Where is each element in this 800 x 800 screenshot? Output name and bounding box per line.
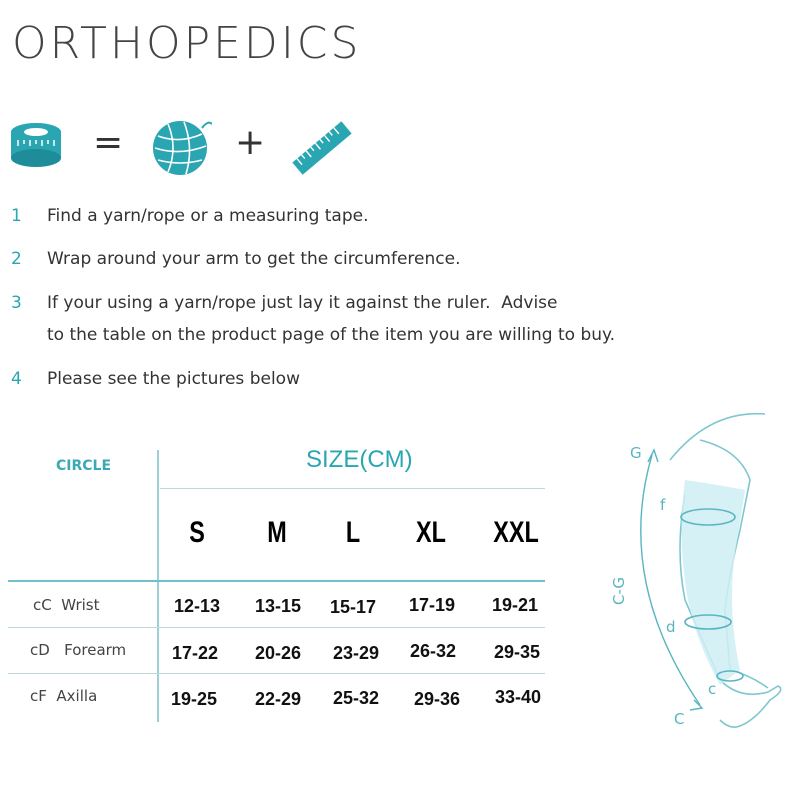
row-label-axilla bbox=[30, 687, 97, 705]
step-text-2: Wrap around your arm to get the circumference. bbox=[47, 249, 461, 269]
size-title: SIZE(CM) bbox=[306, 446, 413, 473]
step-number-4: 4 bbox=[11, 369, 22, 389]
measuring-tape-icon bbox=[8, 116, 64, 172]
table-cell: 15-17 bbox=[329, 597, 377, 617]
label-C: C bbox=[674, 710, 685, 728]
table-cell: 19-21 bbox=[491, 595, 539, 615]
table-row-divider-2 bbox=[8, 673, 545, 674]
step-text-3: If your using a yarn/rope just lay it against the ruler. Advise bbox=[47, 293, 558, 313]
label-c: c bbox=[708, 680, 717, 698]
step-number-3: 3 bbox=[11, 293, 22, 313]
table-cell: 12-13 bbox=[173, 596, 221, 616]
table-cell: 25-32 bbox=[332, 688, 380, 708]
label-f: f bbox=[660, 496, 666, 514]
table-cell: 17-19 bbox=[408, 595, 456, 615]
table-cell: 22-29 bbox=[254, 689, 302, 709]
label-d: d bbox=[666, 618, 676, 636]
yarn-ball-icon bbox=[150, 116, 212, 178]
label-C-G: C-G bbox=[610, 576, 628, 605]
step-text-1: Find a yarn/rope or a measuring tape. bbox=[47, 206, 369, 226]
table-cell: 29-36 bbox=[413, 689, 461, 709]
size-header-xxl: XXL bbox=[493, 516, 539, 549]
row-label-forearm bbox=[30, 641, 126, 659]
step-number-2: 2 bbox=[11, 249, 22, 269]
row-name: Forearm bbox=[64, 641, 127, 659]
table-cell: 19-25 bbox=[170, 689, 218, 709]
table-vertical-divider bbox=[157, 450, 159, 722]
row-name: Axilla bbox=[56, 687, 98, 705]
label-G: G bbox=[630, 444, 642, 462]
table-cell: 29-35 bbox=[493, 642, 541, 662]
table-cell: 33-40 bbox=[494, 687, 542, 707]
table-cell: 20-26 bbox=[254, 643, 302, 663]
row-code: cF bbox=[30, 687, 47, 705]
table-header-divider bbox=[160, 488, 545, 489]
size-header-m: M bbox=[267, 516, 287, 549]
row-name: Wrist bbox=[61, 596, 100, 614]
step-number-1: 1 bbox=[11, 206, 22, 226]
row-code: cC bbox=[33, 596, 52, 614]
size-header-xl: XL bbox=[416, 516, 446, 549]
row-code: cD bbox=[30, 641, 50, 659]
page-title: ORTHOPEDICS bbox=[12, 18, 362, 69]
table-header-bottom-line bbox=[8, 580, 545, 582]
arm-measurement-diagram bbox=[590, 400, 800, 745]
table-cell: 23-29 bbox=[332, 643, 380, 663]
ruler-icon bbox=[290, 118, 354, 178]
equation-row bbox=[0, 112, 400, 182]
row-label-wrist bbox=[33, 596, 99, 614]
size-header-l: L bbox=[345, 516, 361, 549]
circle-column-header: CIRCLE bbox=[56, 458, 112, 474]
table-row-divider-1 bbox=[8, 627, 545, 628]
step-text-4: Please see the pictures below bbox=[47, 369, 300, 389]
table-cell: 13-15 bbox=[254, 596, 302, 616]
step-text-3-continued: to the table on the product page of the item you are willing to buy. bbox=[47, 325, 616, 345]
table-cell: 17-22 bbox=[171, 643, 219, 663]
plus-sign: + bbox=[235, 122, 266, 163]
table-cell: 26-32 bbox=[409, 641, 457, 661]
size-header-s: S bbox=[189, 516, 205, 549]
equals-sign: = bbox=[93, 122, 124, 163]
